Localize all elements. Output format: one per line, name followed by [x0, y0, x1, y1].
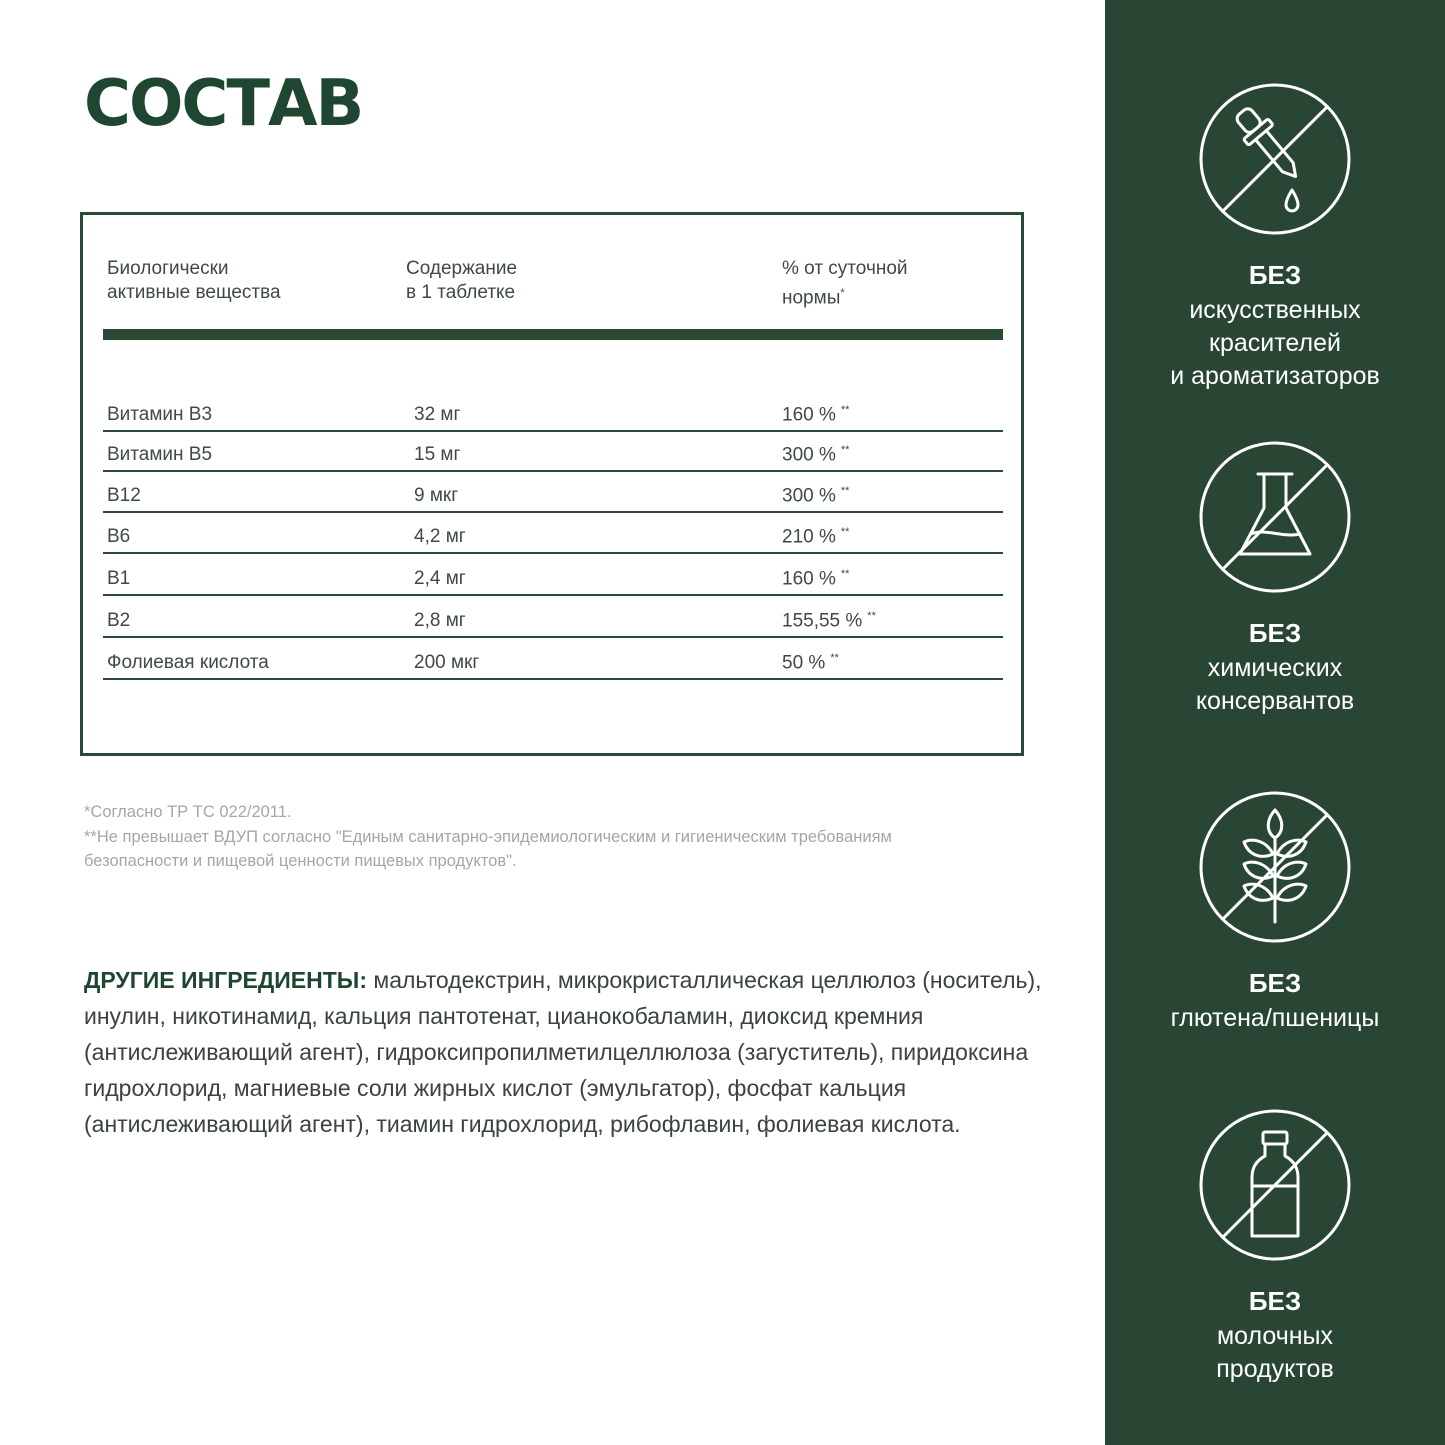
other-ingredients [84, 962, 1044, 1142]
header-substances: Биологически активные вещества [107, 258, 281, 303]
milk-bottle-crossed-icon [1196, 1106, 1354, 1264]
page-title: СОСТАВ [84, 67, 363, 141]
table-row: В1 2,4 мг 160 % ** [103, 554, 1003, 596]
badge-title: БЕЗ [1248, 260, 1302, 290]
badge-description: химических консервантов [1195, 654, 1355, 715]
badge-description: глютена/пшеницы [1170, 1004, 1380, 1032]
table-row: Витамин В3 32 мг 160 % ** [103, 390, 1003, 432]
footnote-2: **Не превышает ВДУП согласно "Единым санитарно-эпидемиологическим и гигиеническим требованиям [84, 827, 892, 846]
table-row: В2 2,8 мг 155,55 % ** [103, 596, 1003, 638]
badge-title: БЕЗ [1248, 618, 1302, 648]
dropper-crossed-icon [1196, 80, 1354, 238]
table-row: В6 4,2 мг 210 % ** [103, 512, 1003, 554]
flask-crossed-icon [1196, 438, 1354, 596]
table-row: Фолиевая кислота 200 мкг 50 % ** [103, 638, 1003, 680]
ingredients-label: ДРУГИЕ ИНГРЕДИЕНТЫ: [84, 967, 367, 993]
badge-no-preservatives [1105, 438, 1445, 718]
footnote-2-cont: безопасности и пищевой ценности пищевых продуктов". [84, 852, 517, 870]
header-daily-percent: % от суточной нормы* [782, 258, 908, 309]
badge-description: молочных продуктов [1216, 1322, 1334, 1383]
badge-no-dyes [1105, 80, 1445, 393]
ingredients-text: мальтодекстрин, микрокристаллическая целлюлоз (носитель), инулин, никотинамид, кальция пантотенат, цианокобаламин, диоксид кремния (антислеживающий агент), гидроксипропилметилцеллюлоза (загуститель), пиридоксина гидрохлорид, магниевые соли жирных кислот (эмульгатор), фосфат кальция (антислеживающий агент), тиамин гидрохлорид, рибофлавин, фолиевая кислота. [84, 967, 1042, 1137]
table-row: Витамин В5 15 мг 300 % ** [103, 430, 1003, 472]
footnotes [84, 800, 1044, 874]
badge-title: БЕЗ [1248, 1286, 1302, 1316]
footnote-1: *Согласно ТР ТС 022/2011. [84, 803, 292, 821]
composition-table [80, 212, 1024, 756]
sidebar-badges [1105, 0, 1445, 1445]
badge-no-dairy [1105, 1106, 1445, 1386]
badge-no-gluten [1105, 788, 1445, 1035]
wheat-crossed-icon [1196, 788, 1354, 946]
table-row: В12 9 мкг 300 % ** [103, 471, 1003, 513]
badge-title: БЕЗ [1248, 968, 1302, 998]
header-divider [103, 329, 1003, 340]
header-content: Содержание в 1 таблетке [406, 258, 518, 303]
badge-description: искусственных красителей и ароматизаторов [1170, 296, 1380, 390]
